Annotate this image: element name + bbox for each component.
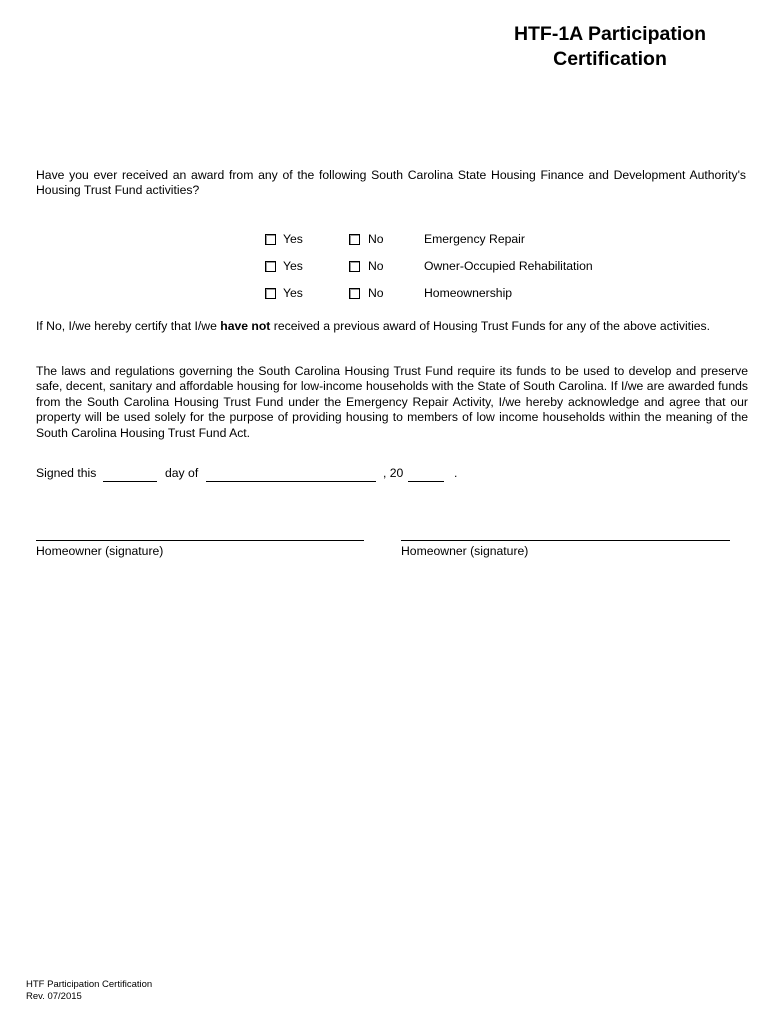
homeowner-signature-label-right: Homeowner (signature) [401, 544, 529, 558]
homeowner-signature-line-left[interactable] [36, 540, 364, 541]
signed-date-line [36, 466, 496, 486]
yes-label: Yes [283, 232, 303, 246]
emergency-repair-no-checkbox[interactable] [349, 234, 360, 245]
certify-text-before: If No, I/we hereby certify that I/we [36, 319, 221, 333]
form-title [455, 22, 765, 72]
form-title-line1: HTF-1A Participation [513, 23, 707, 45]
activity-label: Homeownership [424, 286, 513, 300]
activity-label: Owner-Occupied Rehabilitation [424, 259, 593, 273]
yes-label: Yes [283, 286, 303, 300]
yes-label: Yes [283, 259, 303, 273]
year-blank-field[interactable] [408, 481, 444, 482]
homeowner-signature-line-right[interactable] [401, 540, 730, 541]
signed-this-label: Signed this [36, 466, 97, 480]
emergency-repair-yes-checkbox[interactable] [265, 234, 276, 245]
month-blank-field[interactable] [206, 481, 376, 482]
certify-text-after: received a previous award of Housing Trust Funds for any of the above activities. [270, 319, 711, 333]
homeownership-no-checkbox[interactable] [349, 288, 360, 299]
no-label: No [368, 232, 384, 246]
laws-paragraph: The laws and regulations governing the South Carolina Housing Trust Fund require its funds to be used to develop and preserve safe, decent, sanitary and affordable housing for low-income households with the State of South Carolina. If I/we are awarded funds from the South Carolina Housing Trust Fund under the Emergency Repair Activity, I/we hereby acknowledge and agree that our property will be used solely for the purpose of providing housing to members of low income households within the meaning of the South Carolina Housing Trust Fund Act. [36, 364, 748, 440]
certification-statement [36, 319, 756, 334]
year-prefix-label: , 20 [383, 466, 404, 480]
certify-emphasis: have not [220, 319, 271, 333]
homeowner-signature-label-left: Homeowner (signature) [36, 544, 164, 558]
period-mark: . [454, 466, 458, 480]
no-label: No [368, 259, 384, 273]
form-title-line2: Certification [553, 48, 667, 70]
award-question: Have you ever received an award from any of the following South Carolina State Housing Finance and Development Authority's Housing Trust Fund activities? [36, 168, 746, 198]
day-blank-field[interactable] [103, 481, 157, 482]
footer-form-name: HTF Participation Certification [26, 979, 153, 990]
page-footer [26, 979, 152, 1003]
no-label: No [368, 286, 384, 300]
activity-label: Emergency Repair [424, 232, 525, 246]
homeownership-yes-checkbox[interactable] [265, 288, 276, 299]
owner-occupied-rehab-no-checkbox[interactable] [349, 261, 360, 272]
day-of-label: day of [165, 466, 199, 480]
owner-occupied-rehab-yes-checkbox[interactable] [265, 261, 276, 272]
footer-revision: Rev. 07/2015 [26, 991, 82, 1002]
